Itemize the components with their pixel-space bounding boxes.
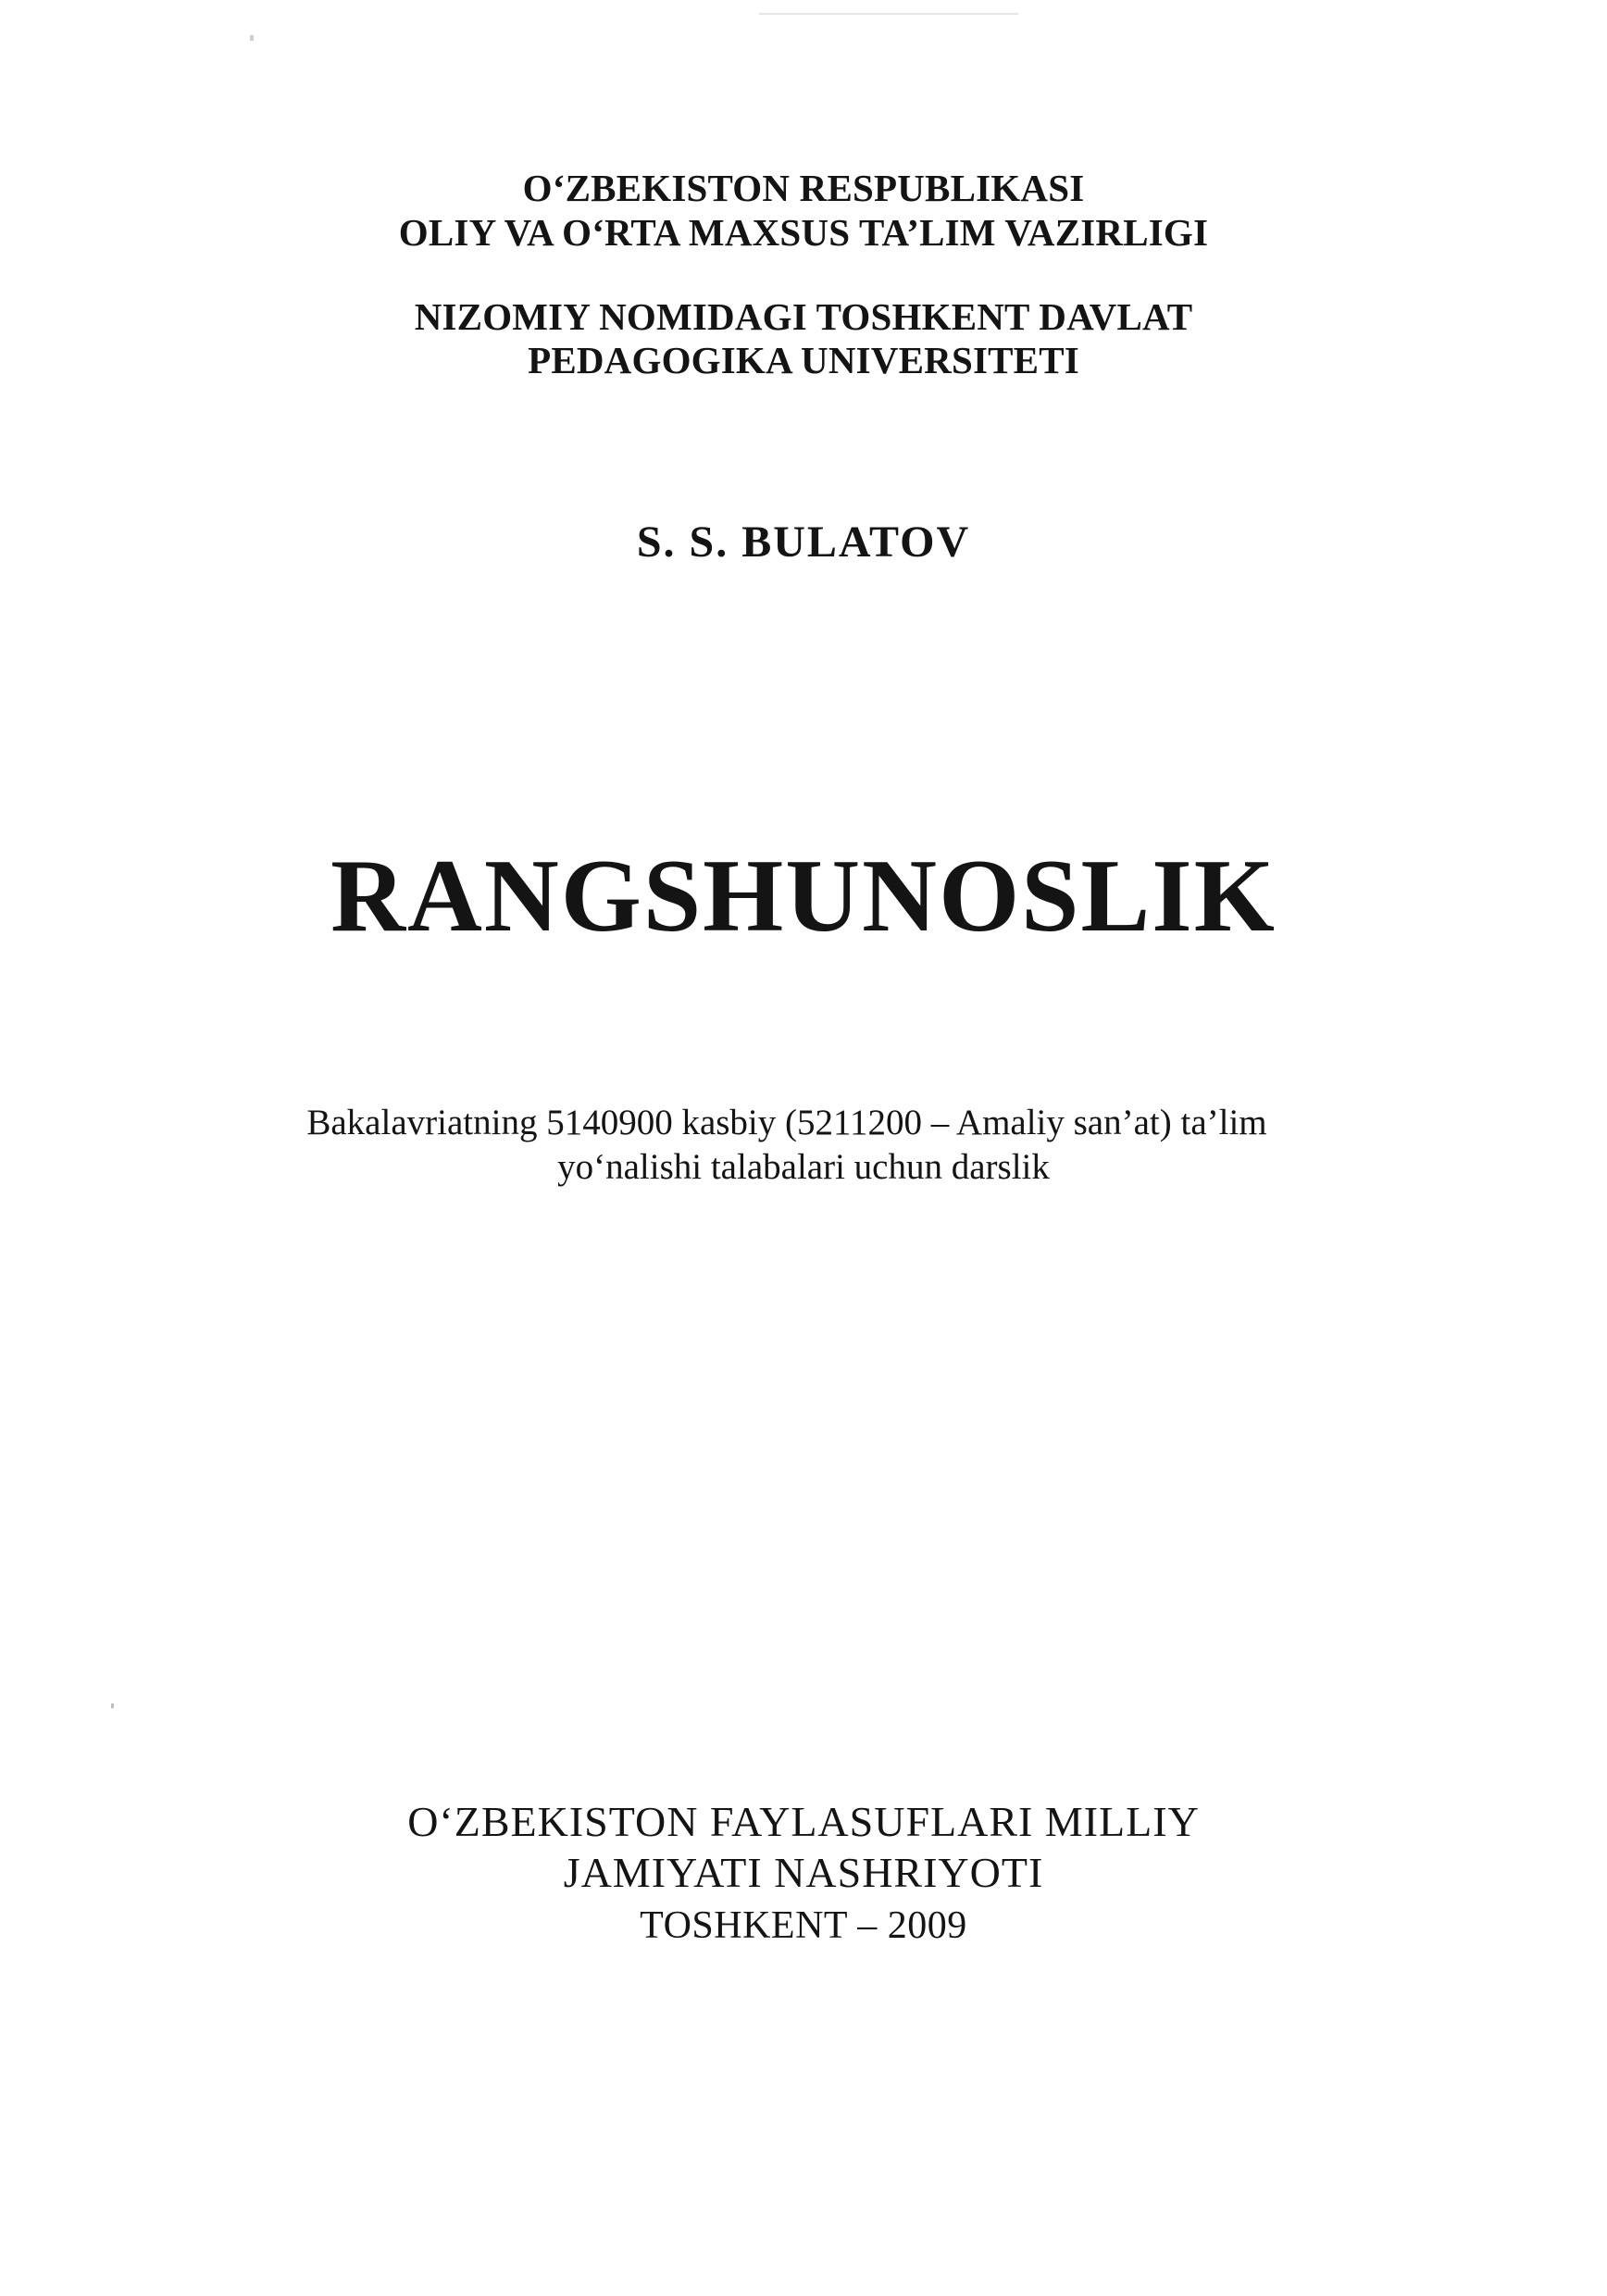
description-line1: Bakalavriatning 5140900 kasbiy (5211200 – Amaliy san’at) ta’lim <box>306 1103 1267 1142</box>
university-heading-line1: NIZOMIY NOMIDAGI TOSHKENT DAVLAT <box>414 295 1193 338</box>
imprint-city-year: TOSHKENT – 2009 <box>640 1904 967 1947</box>
author-name: S. S. BULATOV <box>636 518 971 567</box>
ministry-heading: OLIY VA O‘RTA MAXSUS TA’LIM VAZIRLIGI <box>398 211 1209 254</box>
publisher-line1: O‘ZBEKISTON FAYLASUFLARI MILLIY <box>407 1798 1200 1845</box>
scan-artifact-top-left <box>250 35 254 41</box>
republic-heading: O‘ZBEKISTON RESPUBLIKASI <box>522 167 1085 209</box>
university-heading-line2: PEDAGOGIKA UNIVERSITETI <box>528 339 1079 381</box>
scan-artifact-top-line <box>759 13 1018 15</box>
book-title: RANGSHUNOSLIK <box>330 839 1277 954</box>
publisher-line2: JAMIYATI NASHRIYOTI <box>563 1849 1044 1896</box>
scan-artifact-left-dot <box>111 1703 114 1708</box>
description-line2: yo‘nalishi talabalari uchun darslik <box>557 1147 1050 1187</box>
